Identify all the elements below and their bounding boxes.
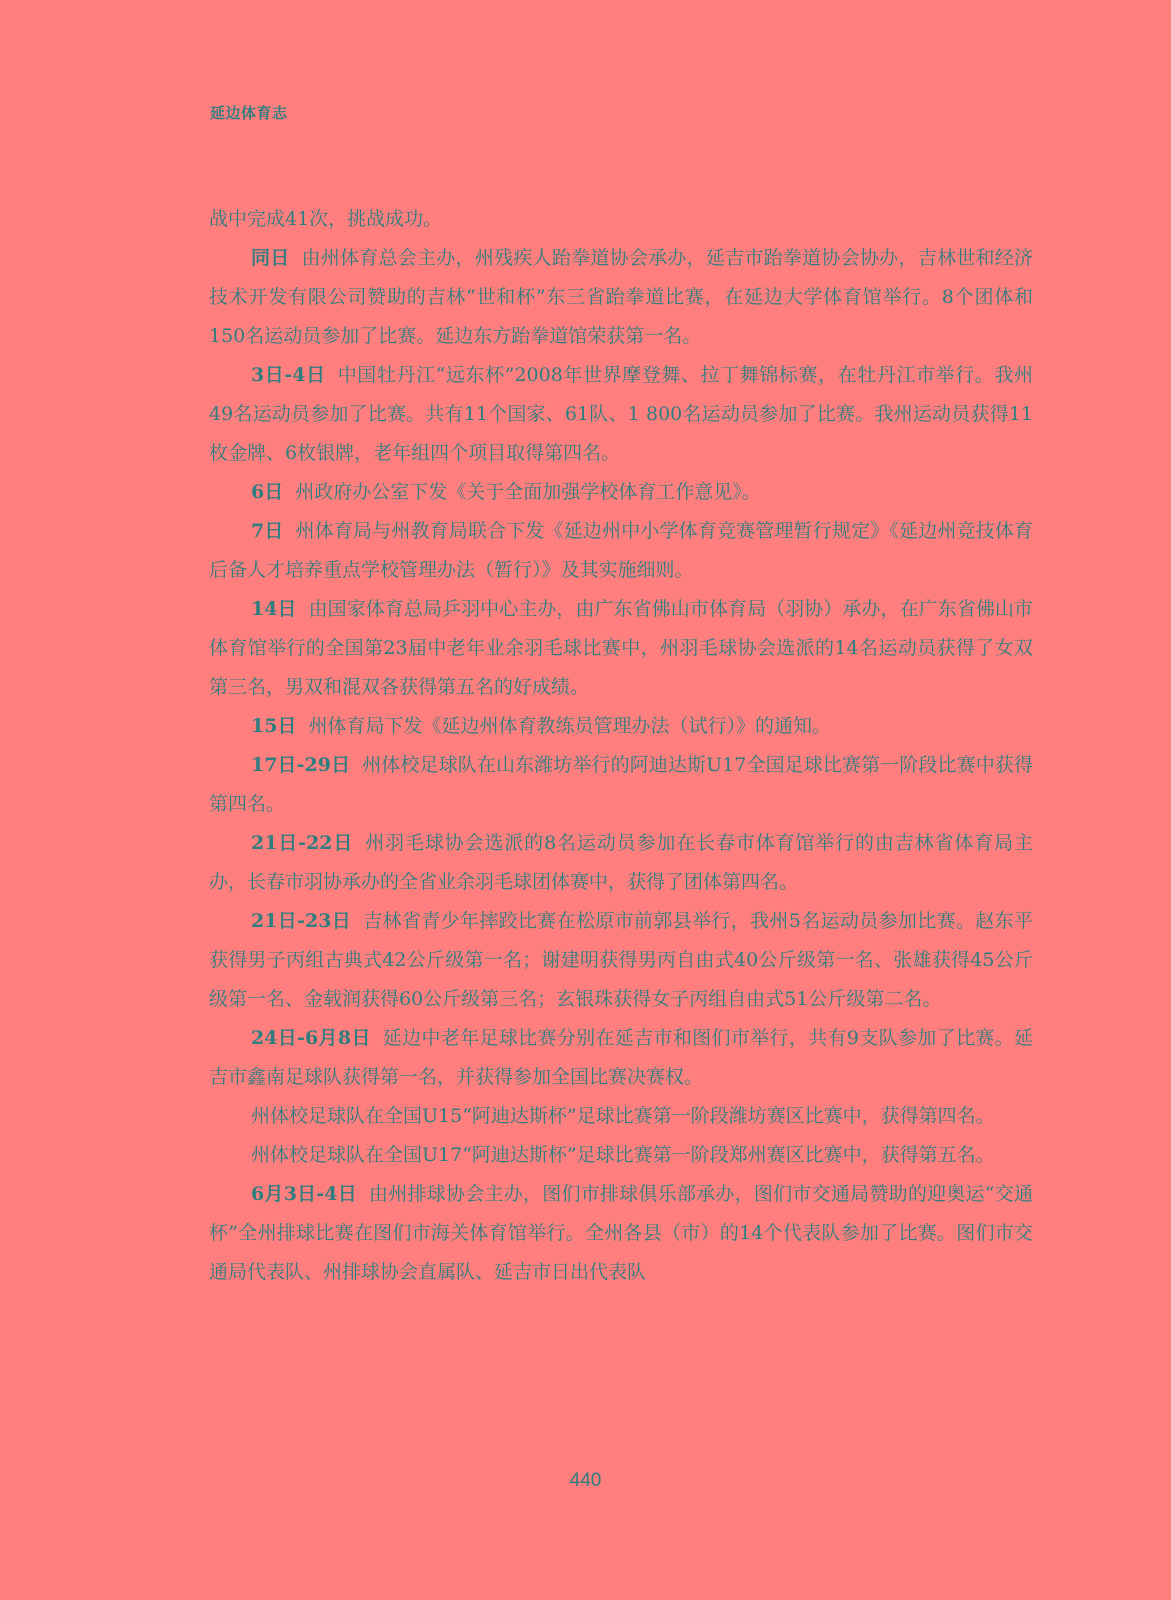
paragraph [209,707,1033,746]
entry-text: 州政府办公室下发《关于全面加强学校体育工作意见》。 [295,481,761,503]
body-text [209,200,1033,1292]
running-header: 延边体育志 [210,104,288,122]
entry-date: 7日 [251,520,284,542]
entry-text: 吉林省青少年摔跤比赛在松原市前郭县举行，我州5名运动员参加比赛。赵东平获得男子丙组古典式42公斤级第一名；谢建明获得男丙自由式40公斤级第一名、张雄获得45公斤级第一名、金载润获得60公斤级第三名；玄银珠获得女子丙组自由式51公斤级第二名。 [209,910,1033,1010]
entry-text: 州体育局与州教育局联合下发《延边州中小学体育竞赛管理暂行规定》《延边州竞技体育后备人才培养重点学校管理办法（暂行）》及其实施细则。 [209,520,1033,581]
paragraph [209,1019,1033,1097]
entry-text: 州体校足球队在全国U17“阿迪达斯杯”足球比赛第一阶段郑州赛区比赛中，获得第五名。 [251,1144,995,1166]
paragraph [209,200,1033,239]
page-number: 440 [569,1470,602,1491]
entry-text: 延边中老年足球比赛分别在延吉市和图们市举行，共有9支队参加了比赛。延吉市鑫南足球队获得第一名，并获得参加全国比赛决赛权。 [209,1027,1033,1088]
paragraph [209,824,1033,902]
entry-date: 6月3日-4日 [251,1183,358,1205]
entry-date: 24日-6月8日 [251,1027,371,1049]
paragraph [209,1136,1033,1175]
entry-date: 15日 [251,715,297,737]
paragraph [209,1175,1033,1292]
paragraph [209,1097,1033,1136]
entry-date: 3日-4日 [251,364,326,386]
entry-date: 21日-22日 [251,832,354,854]
entry-text: 州体校足球队在山东潍坊举行的阿迪达斯U17全国足球比赛第一阶段比赛中获得第四名。 [209,754,1033,815]
entry-date: 17日-29日 [251,754,351,776]
entry-date: 14日 [251,598,297,620]
entry-text: 由州排球协会主办，图们市排球俱乐部承办，图们市交通局赞助的迎奥运“交通杯”全州排球比赛在图们市海关体育馆举行。全州各县（市）的14个代表队参加了比赛。图们市交通局代表队、州排球协会直属队、延吉市日出代表队 [209,1183,1034,1283]
entry-text: 战中完成41次，挑战成功。 [209,208,443,230]
entry-text: 州体育局下发《延边州体育教练员管理办法（试行）》的通知。 [308,715,831,737]
entry-date: 21日-23日 [251,910,352,932]
paragraph [209,473,1033,512]
entry-text: 由国家体育总局乒羽中心主办，由广东省佛山市体育局（羽协）承办，在广东省佛山市体育馆举行的全国第23届中老年业余羽毛球比赛中，州羽毛球协会选派的14名运动员获得了女双第三名，男双和混双各获得第五名的好成绩。 [209,598,1033,698]
entry-text: 由州体育总会主办，州残疾人跆拳道协会承办，延吉市跆拳道协会协办，吉林世和经济技术开发有限公司赞助的吉林“世和杯”东三省跆拳道比赛，在延边大学体育馆举行。8个团体和150名运动员参加了比赛。延边东方跆拳道馆荣获第一名。 [209,247,1033,347]
paragraph [209,902,1033,1019]
entry-text: 中国牡丹江“远东杯”2008年世界摩登舞、拉丁舞锦标赛，在牡丹江市举行。我州49名运动员参加了比赛。共有11个国家、61队、1 800名运动员参加了比赛。我州运动员获得11枚金牌、6枚银牌，老年组四个项目取得第四名。 [209,364,1033,464]
paragraph [209,746,1033,824]
entry-date: 6日 [251,481,284,503]
paragraph [209,512,1033,590]
entry-date: 同日 [251,247,290,269]
entry-text: 州羽毛球协会选派的8名运动员参加在长春市体育馆举行的由吉林省体育局主办，长春市羽协承办的全省业余羽毛球团体赛中，获得了团体第四名。 [209,832,1033,893]
paragraph [209,356,1033,473]
paragraph [209,590,1033,707]
paragraph [209,239,1033,356]
entry-text: 州体校足球队在全国U15“阿迪达斯杯”足球比赛第一阶段潍坊赛区比赛中，获得第四名。 [251,1105,995,1127]
